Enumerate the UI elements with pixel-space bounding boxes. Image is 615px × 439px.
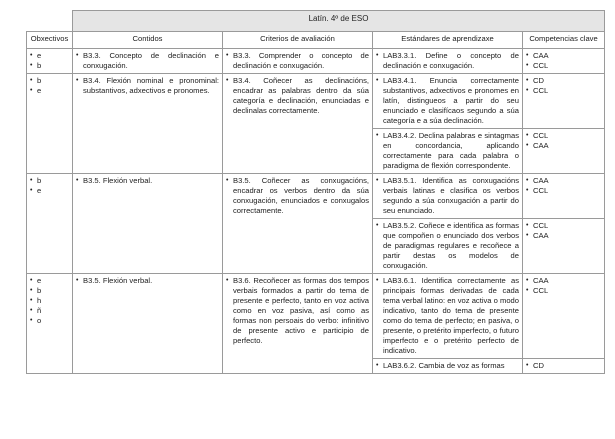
competence-item: • CAA [526, 276, 601, 286]
competences-cell [523, 49, 605, 74]
standard-item: • LAB3.4.2. Declina palabras e sintagmas en concordancia, aplicando correctamente para cada palabra o paradigma de flexión correspondente. [376, 131, 519, 171]
criteria-item: • B3.6. Recoñecer as formas dos tempos verbais formados a partir do tema de presente e perfecto, tanto en voz activa como en voz pasiva, así como as formas non persoais do verbo: infinitivo de presente activo e participio de perfecto. [226, 276, 369, 346]
criteria-cell [223, 49, 373, 74]
header-competences: Competencias clave [523, 32, 605, 49]
table-row [27, 74, 605, 129]
competence-item: • CCL [526, 186, 601, 196]
content-cell [73, 74, 223, 174]
competences-cell [523, 359, 605, 374]
competences-cell [523, 174, 605, 219]
objective-item: • e [30, 276, 69, 286]
content-item: • B3.4. Flexión nominal e pronominal: substantivos, adxectivos e pronomes. [76, 76, 219, 96]
standard-cell [373, 49, 523, 74]
objectives-cell [27, 49, 73, 74]
competences-cell [523, 74, 605, 129]
standard-cell [373, 129, 523, 174]
criteria-cell [223, 174, 373, 274]
objectives-cell [27, 174, 73, 274]
header-criteria: Criterios de avaliación [223, 32, 373, 49]
competences-cell [523, 274, 605, 359]
curriculum-table [26, 10, 605, 374]
objectives-cell [27, 274, 73, 374]
standard-item: • LAB3.3.1. Define o concepto de declinación e conxugación. [376, 51, 519, 71]
competences-cell [523, 129, 605, 174]
objective-item: • ñ [30, 306, 69, 316]
competence-item: • CAA [526, 231, 601, 241]
header-contents: Contidos [73, 32, 223, 49]
standard-cell [373, 174, 523, 219]
objective-item: • b [30, 286, 69, 296]
criteria-cell [223, 74, 373, 174]
standard-cell [373, 74, 523, 129]
table-row [27, 274, 605, 359]
table-row [27, 49, 605, 74]
standard-item: • LAB3.4.1. Enuncia correctamente substantivos, adxectivos e pronomes en latín, distingueos a partir do seu enunciado e clasifícaos segundo a súa categoría e a súa declinación. [376, 76, 519, 126]
corner-cell [27, 11, 73, 32]
criteria-item: • B3.3. Comprender o concepto de declinación e conxugación. [226, 51, 369, 71]
competences-cell [523, 219, 605, 274]
competence-item: • CD [526, 361, 601, 371]
objective-item: • e [30, 86, 69, 96]
criteria-item: • B3.4. Coñecer as declinacións, encadrar as palabras dentro da súa categoría e declinación, enunciadas e declinalas correctamente. [226, 76, 369, 116]
competence-item: • CCL [526, 61, 601, 71]
competence-item: • CAA [526, 141, 601, 151]
objective-item: • h [30, 296, 69, 306]
competence-item: • CCL [526, 286, 601, 296]
content-cell [73, 274, 223, 374]
content-cell [73, 49, 223, 74]
standard-item: • LAB3.6.2. Cambia de voz as formas [376, 361, 519, 371]
content-item: • B3.3. Concepto de declinación e conxugación. [76, 51, 219, 71]
content-item: • B3.5. Flexión verbal. [76, 176, 219, 186]
competence-item: • CCL [526, 86, 601, 96]
table-row [27, 174, 605, 219]
competence-item: • CCL [526, 221, 601, 231]
objectives-cell [27, 74, 73, 174]
content-item: • B3.5. Flexión verbal. [76, 276, 219, 286]
standard-item: • LAB3.5.2. Coñece e identifica as formas que compoñen o enunciado dos verbos de paradigmas regulares e recoñece a partir destas os modelos de conxugación. [376, 221, 519, 271]
criteria-cell [223, 274, 373, 374]
competence-item: • CAA [526, 51, 601, 61]
competence-item: • CAA [526, 176, 601, 186]
objective-item: • e [30, 51, 69, 61]
objective-item: • o [30, 316, 69, 326]
competence-item: • CCL [526, 131, 601, 141]
objective-item: • b [30, 76, 69, 86]
objective-item: • e [30, 186, 69, 196]
standard-cell [373, 219, 523, 274]
standard-cell [373, 274, 523, 359]
standard-item: • LAB3.6.1. Identifica correctamente as principais formas derivadas de cada tema verbal latino: en voz activa o modo indicativo, tanto do tema de presente como do tema de perfecto; en pasiva, o presente, o pretérito imperfecto, o futuro imperfecto e o pretérito perfecto de indicativo. [376, 276, 519, 356]
criteria-item: • B3.5. Coñecer as conxugacións, encadrar os verbos dentro da súa conxugación, enunciados e conxugalos correctamente. [226, 176, 369, 216]
standard-cell [373, 359, 523, 374]
header-standards: Estándares de aprendizaxe [373, 32, 523, 49]
standard-item: • LAB3.5.1. Identifica as conxugacións verbais latinas e clasifica os verbos segundo a súa conxugación a partir do seu enunciado. [376, 176, 519, 216]
objective-item: • b [30, 61, 69, 71]
content-cell [73, 174, 223, 274]
competence-item: • CD [526, 76, 601, 86]
table-title: Latín. 4º de ESO [73, 11, 605, 32]
objective-item: • b [30, 176, 69, 186]
header-objectives: Obxectivos [27, 32, 73, 49]
